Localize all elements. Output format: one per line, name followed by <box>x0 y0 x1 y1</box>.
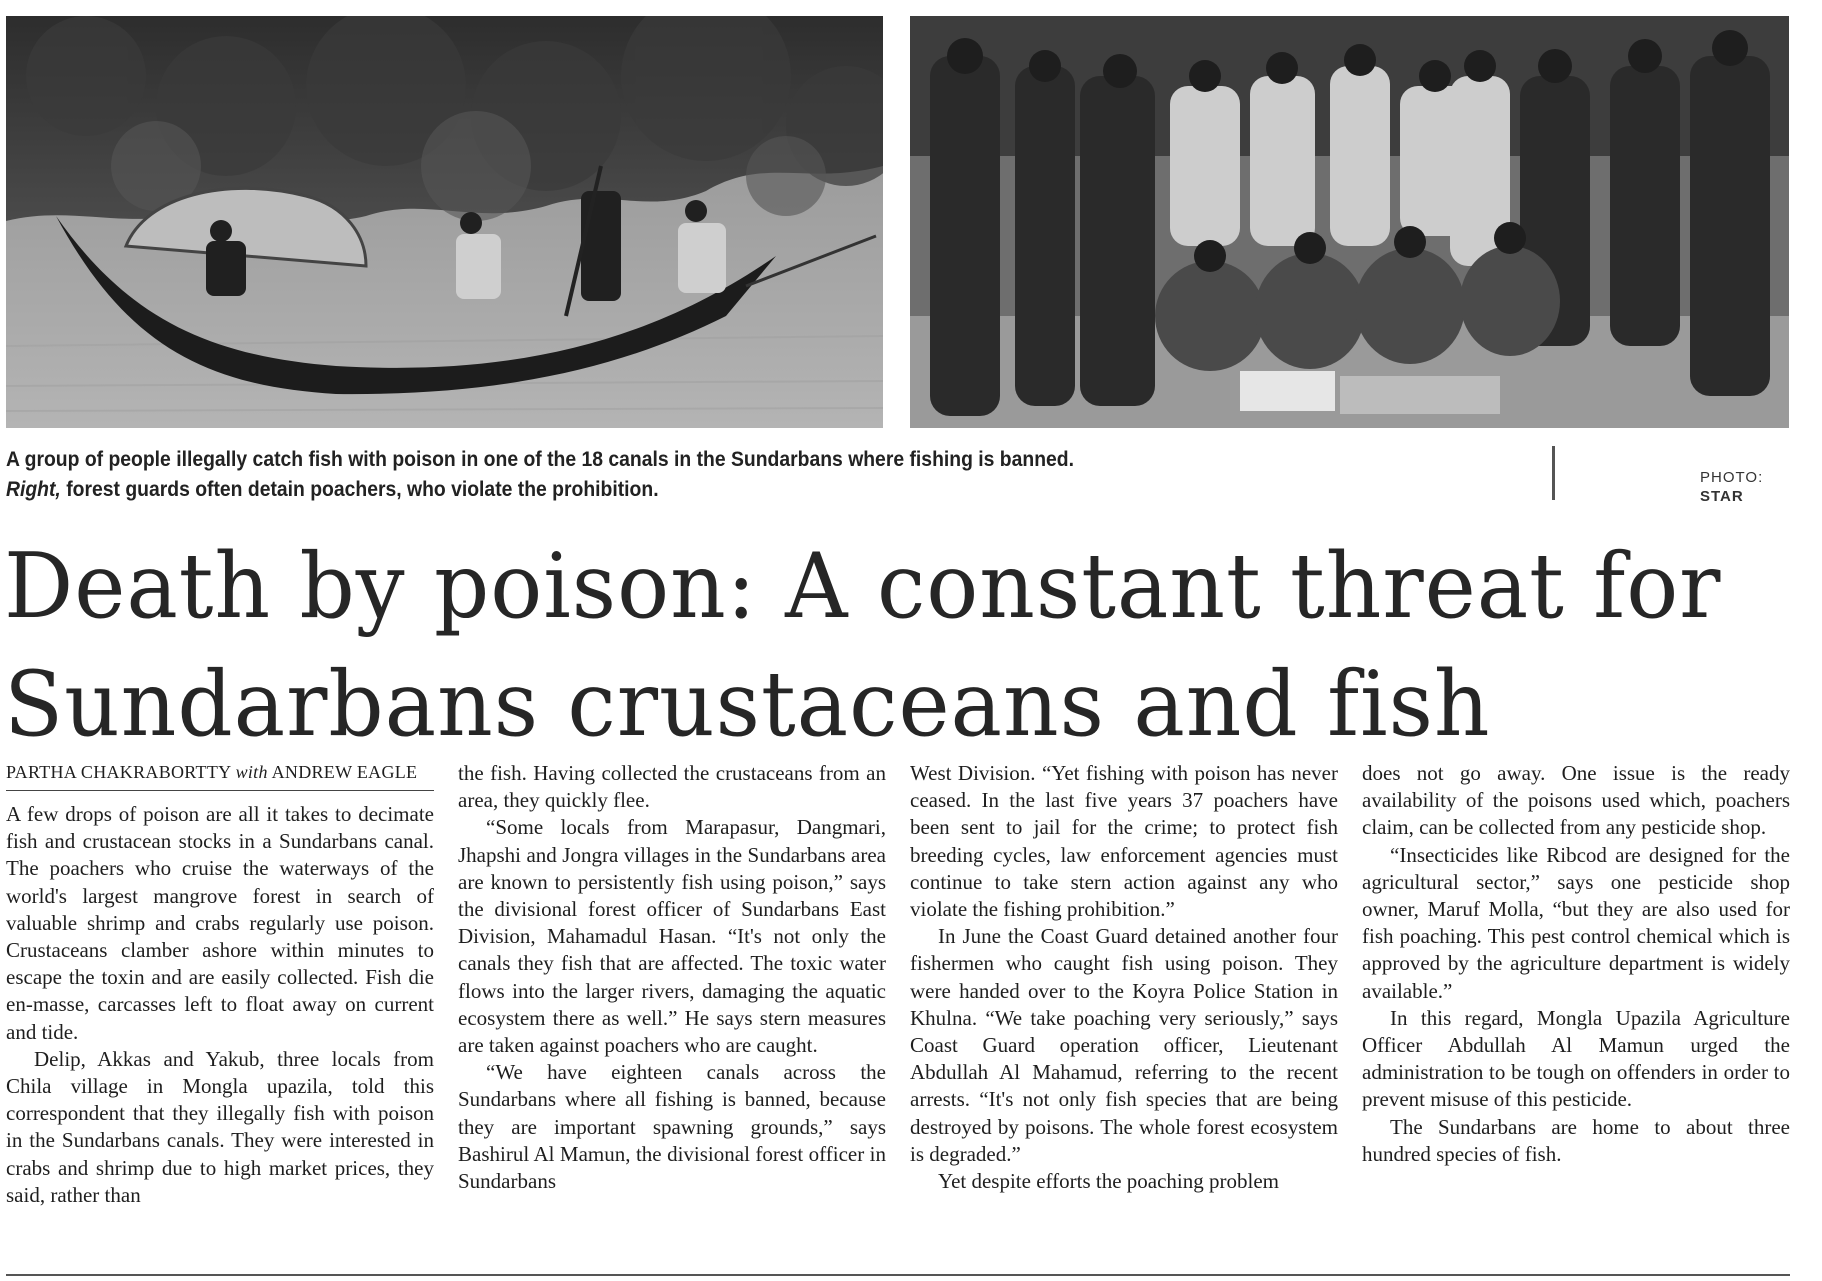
caption-divider <box>1552 446 1555 500</box>
caption-line-2-rest: forest guards often detain poachers, who violate the prohibition. <box>60 477 659 501</box>
byline-with: with <box>235 762 268 782</box>
article-paragraph: Yet despite efforts the poaching problem <box>938 1169 1279 1194</box>
headline <box>4 528 1732 764</box>
article-paragraph: does not go away. One issue is the ready availability of the poisons used which, poachers claim, can be collected from any pesticide shop. <box>1362 761 1790 840</box>
column-2-body <box>458 760 886 1195</box>
headline-line-1: Death by poison: A constant threat for <box>4 534 1722 639</box>
byline-author-1: PARTHA CHAKRABORTTY <box>6 762 231 782</box>
photo-credit-source: STAR <box>1700 488 1744 505</box>
article-column-4 <box>1362 760 1790 1168</box>
caption-line-2 <box>6 474 1338 504</box>
bottom-rule <box>6 1274 1790 1276</box>
article-paragraph: In June the Coast Guard detained another four fishermen who caught fish using poison. They were handed over to the Koyra Police Station in Khulna. “We take poaching very seriously,” says Coast Guard operation officer, Lieutenant Abdullah Al Mahamud, referring to the recent arrests. “It's not only fish species that are being destroyed by poisons. The whole forest ecosystem is degraded.” <box>910 924 1338 1166</box>
article-paragraph: “Insecticides like Ribcod are designed for the agricultural sector,” says one pesticide shop owner, Maruf Molla, “but they are also used for fish poaching. This pest control chemical which is approved by the agriculture department is widely available.” <box>1362 842 1790 1003</box>
article-column-3 <box>910 760 1338 1195</box>
article-paragraph: In this regard, Mongla Upazila Agriculture Officer Abdullah Al Mamun urged the administration to be tough on offenders in order to prevent misuse of this pesticide. <box>1362 1005 1790 1112</box>
boat-photo-illustration <box>6 16 883 428</box>
article-column-1 <box>6 760 434 1209</box>
caption-line-1: A group of people illegally catch fish with poison in one of the 18 canals in the Sundarbans where fishing is banned. <box>6 447 1074 471</box>
caption-line-2-lead: Right, <box>6 477 61 501</box>
article-paragraph: A few drops of poison are all it takes to decimate fish and crustacean stocks in a Sundarbans canal. The poachers who cruise the waterways of the world's largest mangrove forest in search of valuable shrimp and crabs regularly use poison. Crustaceans clamber ashore within minutes to escape the toxin and are easily collected. Fish die en-masse, carcasses left to float away on current and tide. <box>6 802 434 1044</box>
guards-photo-illustration <box>910 16 1789 428</box>
article-paragraph: The Sundarbans are home to about three hundred species of fish. <box>1362 1114 1790 1166</box>
column-4-body <box>1362 760 1790 1168</box>
article-paragraph: “Some locals from Marapasur, Dangmari, Jhapshi and Jongra villages in the Sundarbans area are known to persistently fish using poison,” says the divisional forest officer of Sundarbans East Division, Mahamadul Hasan. “It's not only the canals they fish that are affected. The toxic water flows into the larger rivers, damaging the aquatic ecosystem there as well.” He says stern measures are taken against poachers who are caught. <box>458 815 886 1058</box>
photo-credit <box>1700 468 1790 506</box>
article-paragraph: West Division. “Yet fishing with poison has never ceased. In the last five years 37 poachers have been sent to jail for the crime; to protect fish breeding cycles, law enforcement agencies must continue to take stern action against any who violate the fishing prohibition.” <box>910 761 1338 922</box>
byline-author-2: ANDREW EAGLE <box>271 762 418 782</box>
column-1-body <box>6 801 434 1209</box>
photo-boat-poachers <box>6 16 883 428</box>
article-column-2 <box>458 760 886 1195</box>
article-paragraph: the fish. Having collected the crustaceans from an area, they quickly flee. <box>458 761 886 813</box>
column-3-body <box>910 760 1338 1195</box>
byline <box>6 760 434 791</box>
photo-detained-poachers <box>910 16 1789 428</box>
photo-caption <box>6 444 1338 504</box>
article-paragraph: Delip, Akkas and Yakub, three locals from Chila village in Mongla upazila, told this correspondent that they illegally fish with poison in the Sundarbans canals. They were interested in crabs and shrimp due to high market prices, they said, rather than <box>6 1046 434 1207</box>
photo-credit-label: PHOTO: <box>1700 469 1764 486</box>
headline-line-2: Sundarbans crustaceans and fish <box>4 652 1491 757</box>
article-paragraph: “We have eighteen canals across the Sundarbans where all fishing is banned, because they are important spawning grounds,” says Bashirul Al Mamun, the divisional forest officer in Sundarbans <box>458 1060 886 1194</box>
